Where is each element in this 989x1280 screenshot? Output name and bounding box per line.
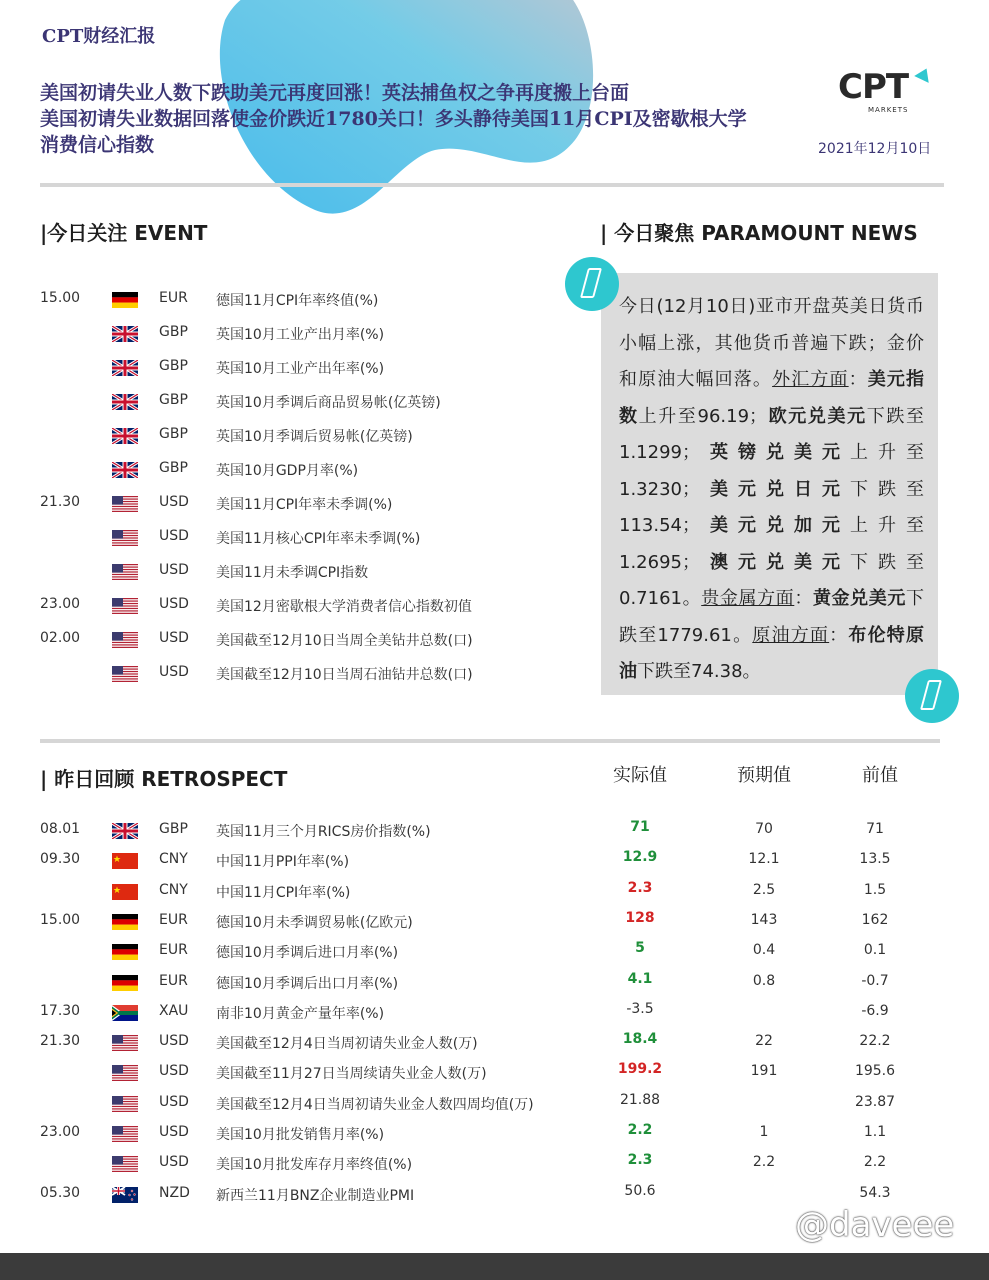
event-row [0,528,580,548]
event-row [0,460,580,480]
retro-name: 南非10月黄金产量年率(%) [216,1005,385,1022]
quote-close-icon [905,669,959,723]
retro-expected: 2.2 [752,1154,776,1171]
flag-us-icon [112,496,138,512]
event-time: 23.00 [40,596,81,612]
retro-row [0,1124,960,1144]
event-name: 美国12月密歇根大学消费者信心指数初值 [216,599,472,615]
retro-actual: 50.6 [624,1182,656,1199]
retro-actual: 128 [625,909,655,926]
retro-time: 17.30 [40,1002,81,1019]
retro-previous: 2.2 [863,1154,887,1171]
flag-de-icon [112,914,138,930]
flag-gb-icon [112,326,138,342]
retro-name: 美国10月批发销售月率(%) [216,1127,385,1143]
retro-name: 美国截至11月27日当周续请失业金人数(万) [216,1066,487,1083]
retro-time: 23.00 [40,1124,81,1140]
retro-row [0,1063,960,1083]
watermark: @daveee [795,1205,955,1245]
flag-us-icon [112,530,138,546]
news-segment: 下跌至0.7161。 [619,551,925,609]
retro-row [0,1091,960,1114]
flag-gb-icon [112,462,138,478]
event-time: 21.30 [40,494,81,510]
col-previous: 前值 [862,765,898,786]
news-segment: 美元指数 [619,369,925,427]
retro-currency: EUR [159,911,188,928]
headline-line: 消费信心指数 [40,134,155,156]
news-text [619,289,924,691]
logo-sub: MARKETS [868,106,909,114]
event-name: 英国10月工业产出年率(%) [216,361,385,377]
event-currency: USD [159,630,189,646]
flag-gb-icon [112,394,138,410]
news-segment: 上升至96.19； [638,405,768,427]
flag-cn-icon [112,853,138,869]
event-row [0,426,580,446]
event-currency: USD [159,528,189,544]
news-segment: 贵金属方面 [701,588,795,609]
retro-section-title: | 昨日回顾 RETROSPECT [40,767,288,791]
news-section-title: | 今日聚焦 PARAMOUNT NEWS [600,221,918,245]
event-row [0,664,580,684]
event-row [0,392,580,412]
quote-open-icon [565,257,619,311]
col-expected: 预期值 [737,765,791,786]
retro-previous: 1.5 [863,881,887,898]
event-time: 02.00 [40,630,81,646]
retro-previous: 13.5 [859,851,891,868]
event-name: 英国10月季调后贸易帐(亿英镑) [216,429,413,445]
retro-expected: 0.8 [752,972,776,989]
news-segment: 上升至1.2695； [619,515,925,573]
retro-currency: USD [159,1093,189,1110]
retro-name: 中国11月CPI年率(%) [216,884,351,901]
event-currency: USD [159,596,189,612]
event-name: 美国11月CPI年率未季调(%) [216,497,393,513]
retro-actual: 18.4 [622,1031,658,1048]
event-time: 15.00 [40,290,81,306]
news-segment: 美元兑加元 [699,515,850,536]
retro-actual: -3.5 [626,1000,654,1017]
retro-name: 德国10月季调后进口月率(%) [216,945,399,962]
news-segment: 下跌至1.1299； [619,405,925,463]
event-row [0,562,580,582]
retro-time: 05.30 [40,1184,81,1201]
news-segment: 今日(12月10日)亚市开盘英美日货币小幅上涨，其他货币普遍下跌；金价和原油大幅回落。 [619,296,924,390]
retro-name: 美国截至12月4日当周初请失业金人数四周均值(万) [216,1096,534,1113]
event-currency: USD [159,494,189,510]
retro-row [0,879,960,902]
retro-expected: 191 [750,1063,778,1080]
retro-actual: 71 [630,819,650,835]
flag-us-icon [112,666,138,682]
logo-word: CPT [838,67,909,107]
cpt-logo [838,67,933,126]
flag-de-icon [112,975,138,991]
flag-us-icon [112,598,138,614]
retro-time: 21.30 [40,1033,81,1050]
retro-row [0,1154,960,1174]
retro-currency: USD [159,1154,189,1171]
flag-de-icon [112,944,138,960]
news-segment: 下跌至113.54； [619,478,925,536]
news-segment: 布伦特原油 [619,624,925,682]
retro-currency: USD [159,1124,189,1140]
retro-name: 美国截至12月4日当周初请失业金人数(万) [216,1036,478,1053]
retro-currency: NZD [159,1184,190,1201]
event-currency: USD [159,664,189,680]
headline [40,80,800,158]
flag-gb-icon [112,360,138,376]
retro-actual: 12.9 [622,849,658,866]
event-name: 美国11月未季调CPI指数 [216,565,369,581]
event-currency: GBP [159,426,188,442]
event-currency: EUR [159,290,188,306]
retro-row [0,1182,960,1205]
event-name: 美国截至12月10日当周全美钻井总数(口) [216,633,473,649]
flag-cn-icon [112,884,138,900]
retro-actual: 4.1 [627,970,653,987]
retro-time: 09.30 [40,851,81,868]
retro-previous: -0.7 [861,972,889,989]
divider [40,183,944,187]
news-segment: ： [794,588,813,609]
news-segment: ： [848,369,868,390]
retro-previous: 1.1 [863,1124,887,1140]
news-segment: 美元兑日元 [699,478,850,500]
retro-time: 08.01 [40,821,81,837]
retro-currency: CNY [159,881,188,898]
event-name: 美国截至12月10日当周石油钻井总数(口) [216,667,473,683]
retro-previous: 23.87 [854,1093,896,1110]
retro-name: 英国11月三个月RICS房价指数(%) [216,824,431,840]
retro-name: 新西兰11月BNZ企业制造业PMI [216,1187,415,1204]
retro-previous: 162 [861,911,889,928]
retro-expected: 12.1 [748,851,780,868]
retro-actual: 2.3 [627,1152,653,1169]
event-name: 英国10月季调后商品贸易帐(亿英镑) [216,395,441,411]
news-segment: 原油方面 [752,624,830,646]
flag-us-icon [112,1126,138,1142]
event-currency: GBP [159,392,188,408]
retro-name: 美国10月批发库存月率终值(%) [216,1157,413,1174]
news-segment: 下跌至74.38。 [637,661,761,682]
event-row [0,596,580,616]
news-segment: 英镑兑美元 [699,442,850,463]
event-currency: GBP [159,358,188,374]
event-row [0,630,580,650]
retro-expected: 0.4 [752,942,776,959]
retro-currency: GBP [159,821,188,837]
divider [40,739,940,743]
retro-name: 德国10月季调后出口月率(%) [216,975,399,992]
flag-gb-icon [112,823,138,839]
flag-za-icon [112,1005,138,1021]
retro-name: 德国10月未季调贸易帐(亿欧元) [216,914,413,931]
retro-previous: 195.6 [854,1063,896,1080]
flag-gb-icon [112,428,138,444]
flag-us-icon [112,1035,138,1051]
event-row [0,494,580,514]
retro-previous: -6.9 [861,1002,889,1019]
event-section-title: |今日关注 EVENT [40,221,208,245]
news-box [601,273,938,695]
flag-us-icon [112,1065,138,1081]
brand-title: CPT财经汇报 [42,26,156,47]
news-segment: 下跌至1779.61。 [619,588,925,646]
flag-nz-icon [112,1187,138,1203]
retro-previous: 71 [866,821,884,837]
retro-row [0,942,960,962]
event-currency: USD [159,562,189,578]
retro-row [0,1033,960,1053]
flag-us-icon [112,1096,138,1112]
retro-expected: 2.5 [752,881,776,898]
news-segment: 黄金兑美元 [812,588,907,609]
retro-currency: USD [159,1063,189,1080]
event-name: 德国11月CPI年率终值(%) [216,293,379,309]
retro-actual: 21.88 [619,1091,661,1108]
event-currency: GBP [159,460,188,476]
retro-expected: 143 [750,911,778,928]
retro-actual: 2.3 [627,879,653,896]
event-row [0,290,580,310]
flag-de-icon [112,292,138,308]
news-segment: 澳元兑美元 [699,551,850,573]
event-name: 英国10月GDP月率(%) [216,463,359,479]
report-date: 2021年12月10日 [818,141,932,157]
retro-row [0,851,960,871]
event-currency: GBP [159,324,188,340]
retro-previous: 0.1 [863,942,887,959]
headline-line: 美国初请失业人数下跌助美元再度回涨！英法捕鱼权之争再度搬上台面 [40,82,630,104]
event-name: 美国11月核心CPI年率未季调(%) [216,531,421,547]
retro-row [0,909,960,932]
event-name: 英国10月工业产出月率(%) [216,327,385,343]
headline-line: 美国初请失业数据回落使金价跌近1780关口！多头静待美国11月CPI及密歇根大学 [40,108,747,130]
retro-row [0,821,960,841]
event-row [0,358,580,378]
news-segment: 外汇方面 [772,369,849,390]
retro-currency: USD [159,1033,189,1050]
retro-time: 15.00 [40,911,81,928]
news-segment: ： [829,624,849,646]
retro-currency: EUR [159,972,188,989]
news-segment: 上升至1.3230； [619,442,925,500]
retro-currency: CNY [159,851,188,868]
event-row [0,324,580,344]
news-segment: 欧元兑美元 [767,405,867,427]
flag-us-icon [112,564,138,580]
retro-actual: 199.2 [617,1061,663,1078]
retro-previous: 54.3 [859,1184,891,1201]
col-actual: 实际值 [613,765,667,786]
retro-row [0,1000,960,1023]
retro-expected: 1 [759,1124,769,1140]
retro-currency: XAU [159,1002,189,1019]
flag-us-icon [112,1156,138,1172]
footer-bar [0,1253,989,1280]
retro-actual: 2.2 [627,1122,653,1138]
retro-name: 中国11月PPI年率(%) [216,854,350,871]
retro-expected: 70 [755,821,773,837]
flag-us-icon [112,632,138,648]
retro-actual: 5 [635,940,645,957]
retro-row [0,970,960,993]
retro-currency: EUR [159,942,188,959]
retro-previous: 22.2 [859,1033,891,1050]
retro-expected: 22 [755,1033,773,1050]
